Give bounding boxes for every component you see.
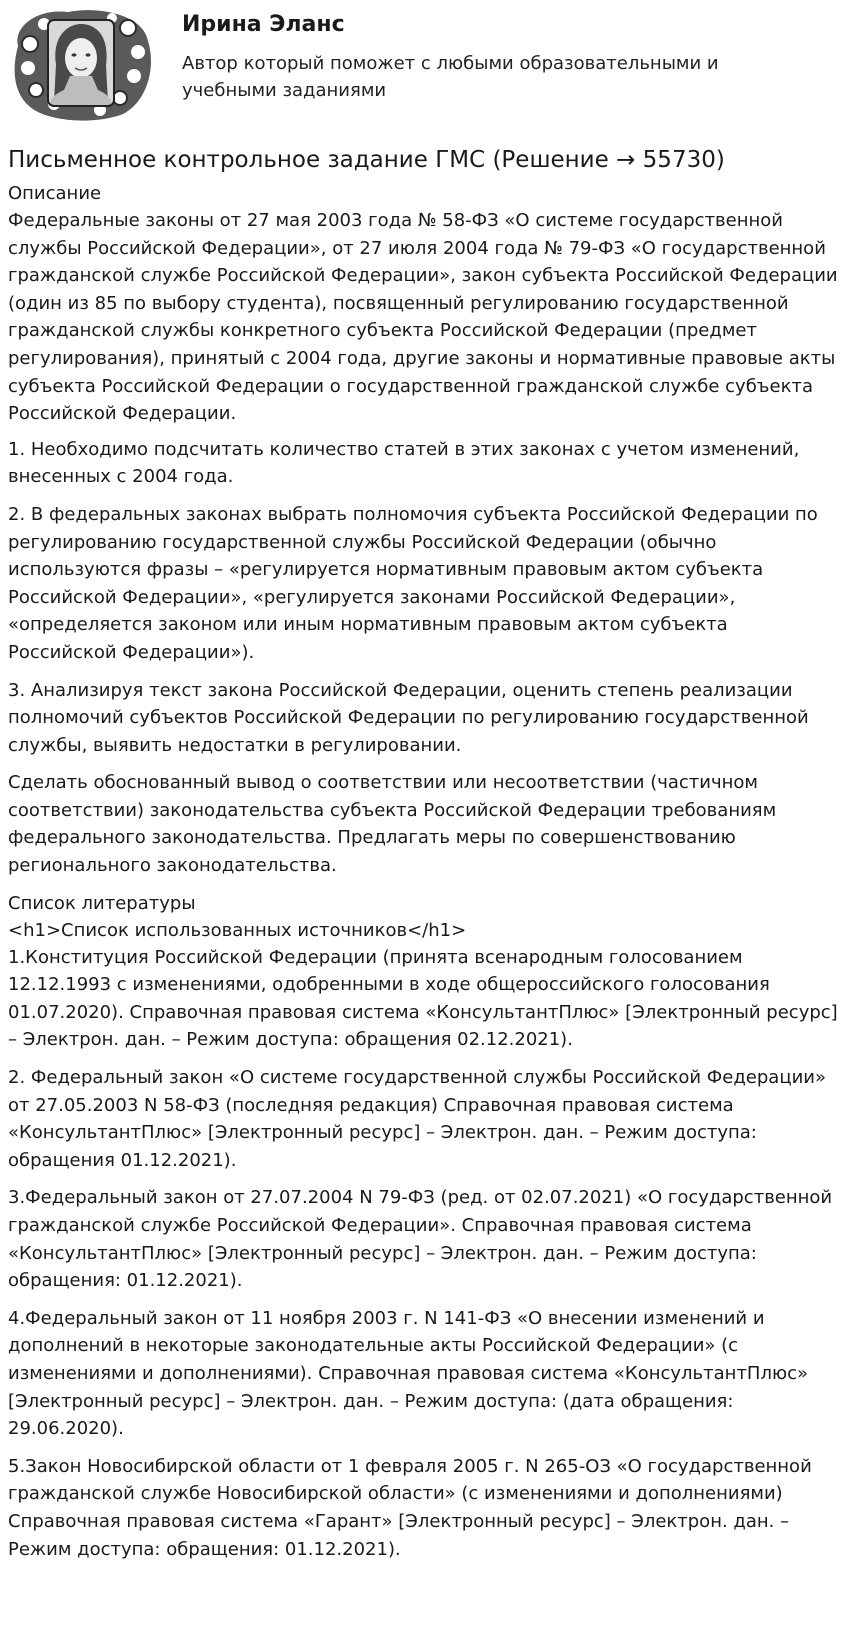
literature-item: 4.Федеральный закон от 11 ноября 2003 г. N 141-ФЗ «О внесении изменений и дополнений в некоторые законодательные акты Российской Федерации» (с изменениями и дополнениями). Справочная правовая система «КонсультантПлюс» [Электронный ресурс] – Электрон. дан. – Режим доступа: (дата обращения: 29.06.2020). [8,1307,809,1440]
description-paragraph: 1. Необходимо подсчитать количество статей в этих законах с учетом изменений, внесенных с 2004 года. [8,438,800,488]
author-name[interactable]: Ирина Эланс [182,12,345,37]
literature-raw-heading: <h1>Список использованных источников</h1> [8,919,467,941]
literature-item: 3.Федеральный закон от 27.07.2004 N 79-ФЗ (ред. от 02.07.2021) «О государственной гражданской службе Российской Федерации». Справочная правовая система «КонсультантПлюс» [Электронный ресурс] – Электрон. дан. – Режим доступа: обращения: 01.12.2021). [8,1187,833,1292]
description-paragraph: Сделать обоснованный вывод о соответствии или несоответствии (частичном соответствии) законодательства субъекта Российской Федерации требованиям федерального законодательства. Предлагать меры по совершенствованию регионального законодательства. [8,772,777,877]
work-title: Письменное контрольное задание ГМС (Решение → 55730) [8,147,725,173]
author-card [8,0,839,132]
description-label: Описание [8,183,102,204]
author-description: Автор который поможет с любыми образовательными и учебными заданиями [182,53,719,101]
literature-item: 2. Федеральный закон «О системе государственной службы Российской Федерации» от 27.05.2003 N 58-ФЗ (последняя редакция) Справочная правовая система «КонсультантПлюс» [Электронный ресурс] – Электрон. дан. – Режим доступа: обращения 01.12.2021). [8,1067,826,1171]
description-paragraph: Федеральные законы от 27 мая 2003 года № 58-ФЗ «О системе государственной службы Российской Федерации», от 27 июля 2004 года № 79-ФЗ «О государственной гражданской службе Российской Федерации», закон субъекта Российской Федерации (один из 85 по выбору студента), посвященный регулированию государственной гражданской службы конкретного субъекта Российской Федерации (предмет регулирования), принятый с 2004 года, другие законы и нормативные правовые акты субъекта Российской Федерации о государственной гражданской службе субъекта Российской Федерации. [8,210,838,425]
author-info [182,0,782,104]
author-avatar[interactable] [8,6,156,124]
literature-list [8,944,839,1563]
description-body [8,207,839,880]
literature-item: 5.Закон Новосибирской области от 1 февраля 2005 г. N 265-ОЗ «О государственной гражданской службе Новосибирской области» (с изменениями и дополнениями) Справочная правовая система «Гарант» [Электронный ресурс] – Электрон. дан. – Режим доступа: обращения: 01.12.2021). [8,1455,812,1560]
literature-item: 1.Конституция Российской Федерации (принята всенародным голосованием 12.12.1993 с изменениями, одобренными в ходе общероссийского голосования 01.07.2020). Справочная правовая система «КонсультантПлюс» [Электронный ресурс] – Электрон. дан. – Режим доступа: обращения 02.12.2021). [8,946,838,1051]
description-paragraph: 3. Анализируя текст закона Российской Федерации, оценить степень реализации полномочий субъектов Российской Федерации по регулированию государственной службы, выявить недостатки в регулировании. [8,679,809,756]
description-paragraph: 2. В федеральных законах выбрать полномочия субъекта Российской Федерации по регулированию государственной службы Российской Федерации (обычно используются фразы – «регулируется нормативным правовым актом субъекта Российской Федерации», «регулируется законами Российской Федерации», «определяется законом или иным нормативным правовым актом субъекта Российской Федерации»). [8,503,818,663]
literature-label: Список литературы [8,892,196,914]
